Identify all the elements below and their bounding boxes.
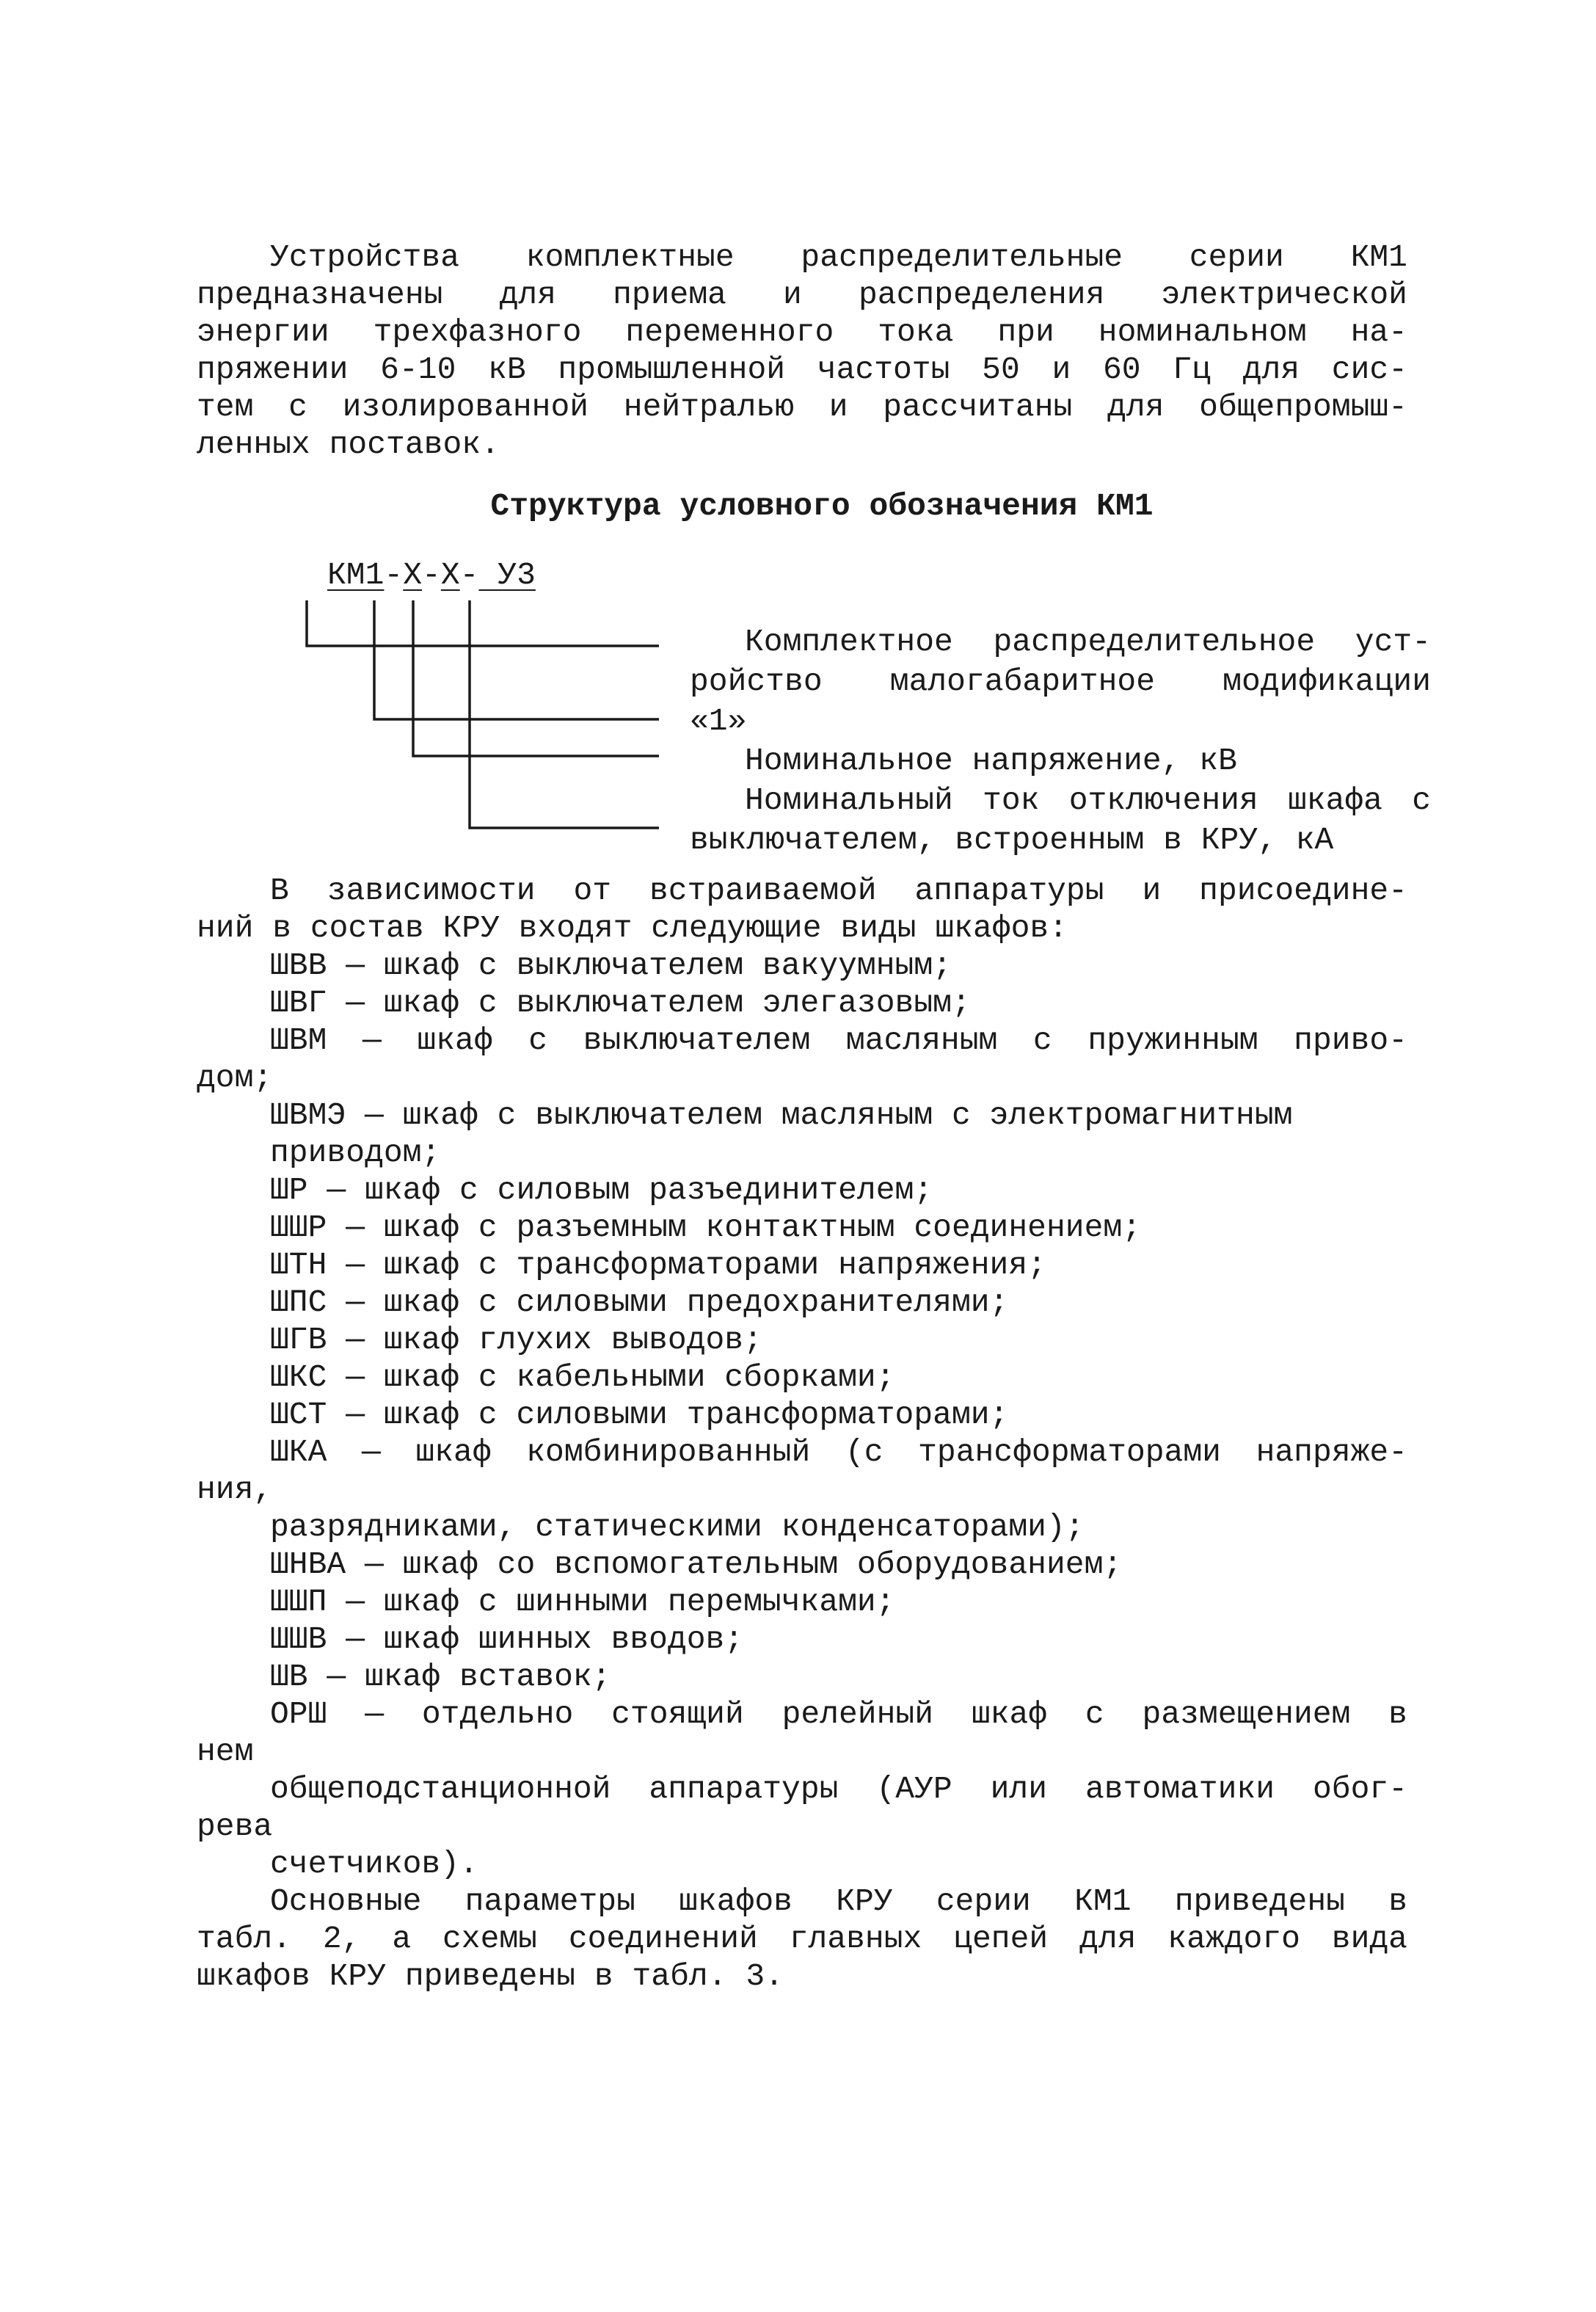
intro-line: тем с изолированной нейтралью и рассчитаны для общепромыш- (197, 389, 1407, 425)
leader-line-series (307, 600, 659, 646)
leader-line-voltage (413, 600, 659, 756)
cabinet-type-item: ШСТ — шкаф с силовыми трансформаторами; (270, 1397, 1009, 1433)
code-part-current: Х (440, 557, 460, 593)
cabinet-type-item: ШКА — шкаф комбинированный (с трансформаторами напряже- (270, 1434, 1407, 1470)
body-line: табл. 2, а схемы соединений главных цепей для каждого вида (197, 1921, 1407, 1957)
cabinet-type-item-cont: нем (197, 1734, 254, 1770)
cabinet-type-item: ШШР — шкаф с разъемным контактным соединением; (270, 1210, 1141, 1246)
cabinet-type-item: ШР — шкаф с силовым разъединителем; (270, 1172, 933, 1208)
intro-line: Устройства комплектные распределительные серии КМ1 (270, 239, 1407, 275)
body-line: Основные параметры шкафов КРУ серии КМ1 приведены в (270, 1883, 1407, 1919)
code-separator: - (459, 557, 479, 593)
code-part-climate: У3 (478, 557, 536, 593)
cabinet-type-item: ШПС — шкаф с силовыми предохранителями; (270, 1284, 1009, 1320)
cabinet-type-item: ШТН — шкаф с трансформаторами напряжения; (270, 1247, 1046, 1283)
cabinet-type-item: ШВВ — шкаф с выключателем вакуумным; (270, 948, 952, 984)
body-line: шкафов КРУ приведены в табл. 3. (197, 1958, 784, 1994)
intro-line: пряжении 6-10 кВ промышленной частоты 50 и 60 Гц для сис- (197, 352, 1407, 388)
cabinet-type-item: ШШП — шкаф с шинными перемычками; (270, 1584, 895, 1620)
body-line: В зависимости от встраиваемой аппаратуры и присоедине- (270, 873, 1407, 909)
cabinet-type-item: ШВГ — шкаф с выключателем элегазовым; (270, 985, 971, 1021)
description-line: Номинальный ток отключения шкафа с (745, 782, 1431, 818)
code-separator: - (422, 557, 441, 593)
code-part-series: КМ1 (327, 557, 385, 593)
cabinet-type-item-cont: ния, (197, 1472, 273, 1508)
cabinet-type-item: ШВМ — шкаф с выключателем масляным с пружинным приво- (270, 1022, 1407, 1058)
description-line: Номинальное напряжение, кВ (745, 743, 1237, 779)
cabinet-type-item-cont: разрядниками, статическими конденсаторами); (270, 1509, 1085, 1545)
description-line: Комплектное распределительное уст- (745, 624, 1431, 660)
structure-title: Структура условного обозначения КМ1 (490, 488, 1154, 524)
cabinet-type-item: ШГВ — шкаф глухих выводов; (270, 1322, 762, 1358)
intro-line: ленных поставок. (197, 426, 500, 462)
cabinet-type-item: ШВ — шкаф вставок; (270, 1659, 611, 1695)
cabinet-type-item: ШКС — шкаф с кабельными сборками; (270, 1359, 895, 1395)
cabinet-type-item: ШВМЭ — шкаф с выключателем масляным с электромагнитным (270, 1097, 1293, 1133)
description-line: выключателем, встроенным в КРУ, кА (690, 822, 1334, 858)
code-separator: - (384, 557, 404, 593)
description-line: «1» (690, 703, 747, 739)
cabinet-type-item: ОРШ — отдельно стоящий релейный шкаф с размещением в (270, 1696, 1407, 1732)
cabinet-type-item-cont: дом; (197, 1060, 273, 1096)
cabinet-type-item-cont: рева (197, 1808, 273, 1844)
cabinet-type-item: ШНВА — шкаф со вспомогательным оборудованием; (270, 1546, 1123, 1582)
intro-line: предназначены для приема и распределения электрической (197, 277, 1407, 313)
description-line: ройство малогабаритное модификации (690, 664, 1431, 699)
cabinet-type-item-cont: счетчиков). (270, 1846, 478, 1882)
intro-line: энергии трехфазного переменного тока при номинальном на- (197, 314, 1407, 350)
leader-line-current (470, 600, 659, 828)
body-line: ний в состав КРУ входят следующие виды шкафов: (197, 910, 1068, 946)
cabinet-type-item-cont: приводом; (270, 1135, 441, 1171)
cabinet-type-item: ШШВ — шкаф шинных вводов; (270, 1621, 744, 1657)
cabinet-type-item-cont: общеподстанционной аппаратуры (АУР или автоматики обог- (270, 1771, 1407, 1807)
leader-line-modification (374, 600, 659, 719)
designation-code (327, 556, 536, 595)
code-part-voltage: Х (403, 557, 423, 593)
